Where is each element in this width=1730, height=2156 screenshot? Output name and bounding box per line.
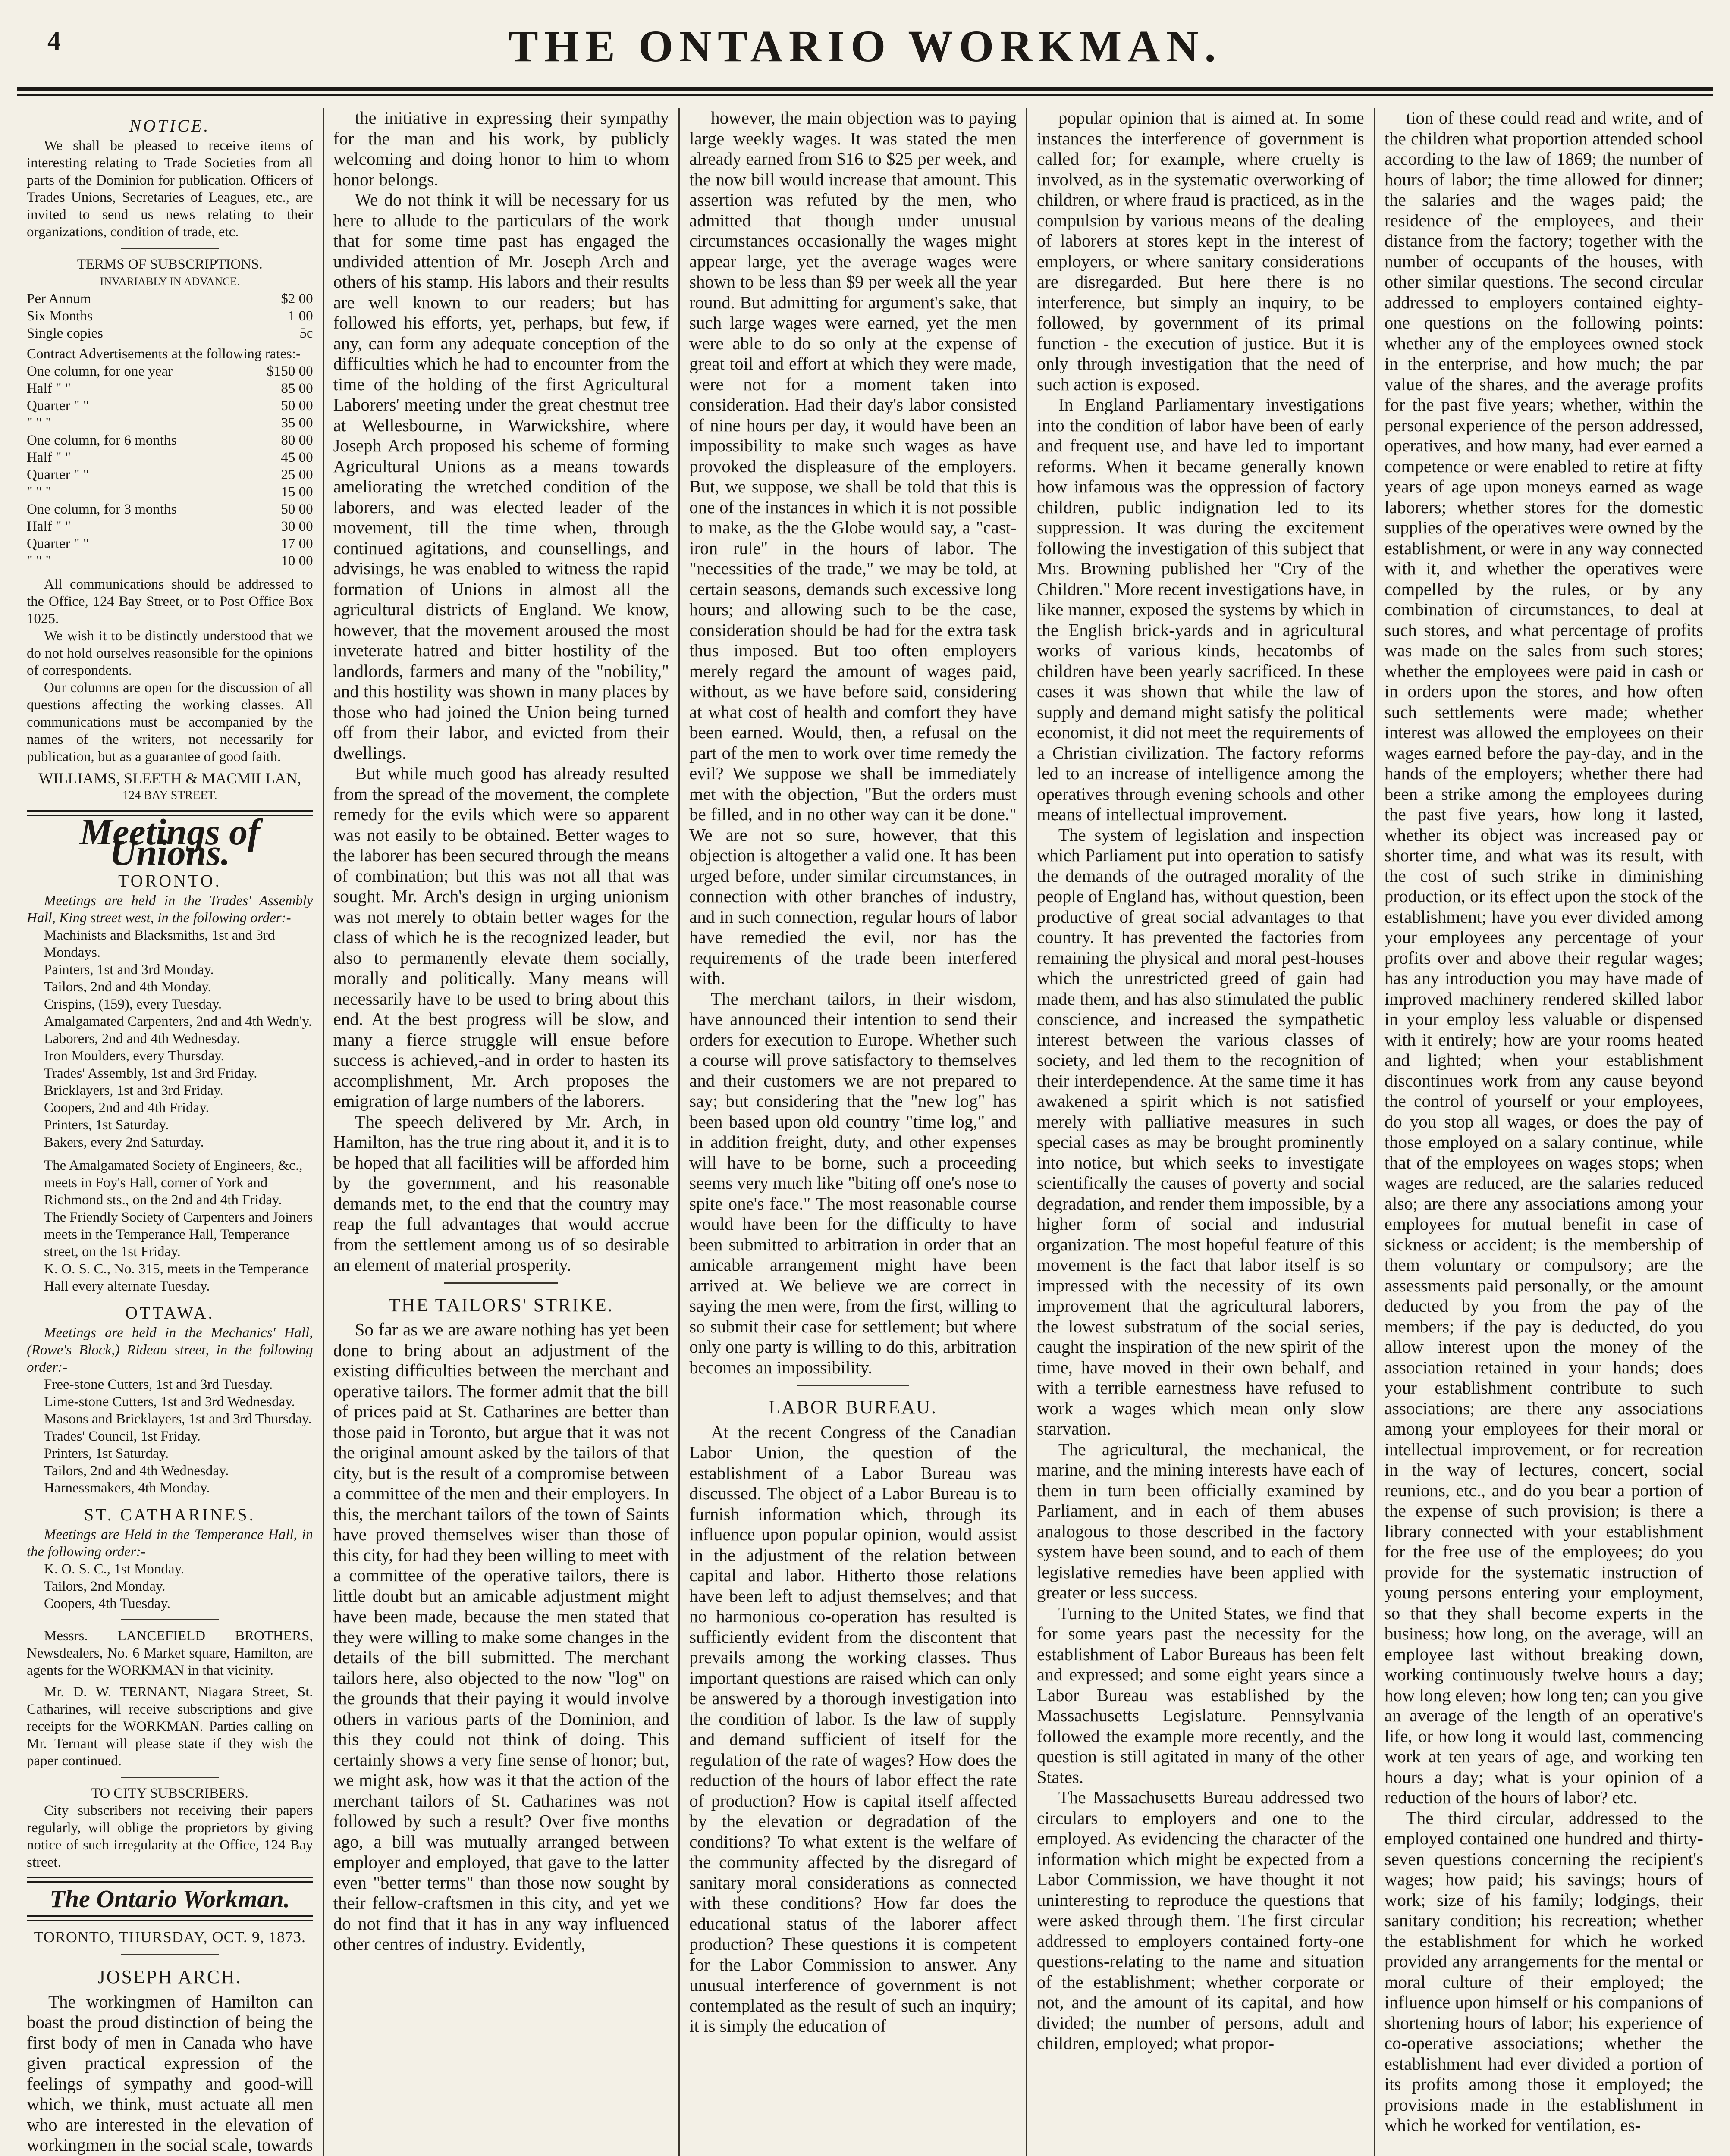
contract-rate (27, 535, 313, 552)
contract-rate-label: Half " " (27, 450, 71, 465)
toronto-meetings-list (27, 927, 313, 1151)
toronto-note: Meetings are held in the Trades' Assembly Hall, King street west, in the following order:- (27, 893, 313, 926)
article-paragraph: The system of legislation and inspection which Parliament put into operation to satisfy the demands of the outraged morality of the people of England has, without question, been productive of great social advantages to that country. It has prevented the factories from remaining the physical and moral pest-houses which the unrestricted greed of gain had made them, and has also stimulated the public conscience, and increased the sympathetic interest between the various classes of society, and led them to the recognition of their interdependence. At the same time it has awakened a spirit which is not satisfied merely with palliative measures in such special cases as may be brought prominently into notice, but which seeks to investigate scientifically the causes of poverty and social degradation, and render them impossible, by a higher form of social and industrial organization. The most hopeful feature of this movement is the fact that labor itself is so impressed with the necessity of its own improvement that the agricultural laborers, the lowest substratum of the social series, caught the inspiration of the new spirit of the time, have moved in their own behalf, and with a terrible earnestness have refused to work a wages which mean only slow starvation. (1036, 824, 1364, 1438)
contract-rate-label: " " " (27, 484, 51, 500)
article-paragraph: tion of these could read and write, and of the children what proportion attended school according to the law of 1869; the number of hours of labor; the time allowed for dinner; the salaries and the wages paid; the residence of the employees, and their distance from the factory; together with the number of occupants of the houses, with other similar questions. The second circular addressed to employers contained eighty-one questions on the following points: whether any of the employees owned stock in the enterprise, and how much; the par value of the shares, and the average profits for the past five years; whether, within the personal experience of the person addressed, operatives, and how many, had ever earned a competence or were enabled to retire at fifty years of age upon moneys earned as wage laborers; whether stores for the domestic supplies of the operatives were owned by the establishment, or were in any way connected with it, and whether the operatives were compelled by the rules, or by any combination of circumstances, to deal at such stores, and what percentage of profits was made on the sales from such stores; whether the employees were paid in cash or in orders upon the stores, and how often such settlements were made; whether interest was allowed the employees on their wages earned before the pay-day, and in the hands of the employers; whether there had been a strike among the employees during the past five years, how long it lasted, whether its object was increased pay or shorter time, and what was its result, with the cost of such strike in diminishing production, or its effect upon the stock of the establishment; have you ever divided among your employees any percentage of your profits over and above their regular wages; has any introduction you may have made of improved machinery rendered skilled labor in your employ less valuable or dispensed with it entirely; how are your rooms heated and lighted; when your establishment discontinues work from any cause beyond the control of yourself or your employees, do you stop all wages, or does the pay of those employed on a salary continue, while that of the employees on wages stops; when wages are reduced, are the salaries reduced also; are there any associations among your employees for mutual benefit in case of sickness or accident; is the membership of them voluntary or compulsory; are the assessments paid personally, or the amount deducted by you from the pay of the members; if the pay is deducted, do you allow interest upon the money of the association retained in your hands; does your establishment contribute to such associations; are there any associations among your employees for their moral or intellectual improvement, or for recreation in the way of lectures, concert, social reunions, etc., and do you bear a portion of the expense of such provision; is there a library connected with your establishment for the free use of the employees; do you provide for the systematic instruction of young persons entering your employment, so that they shall become experts in the business; how long, on the average, will an employee last without breaking down, working continuously twelve hours a day; how long eleven; how long ten; can you give an average of the length of an operative's life, or how long it would last, commencing work at ten years of age, and working ten hours a day; what is your opinion of a reduction of the hours of labor? etc. (1384, 108, 1703, 1807)
meeting-entry: The Friendly Society of Carpenters and Joiners meets in the Temperance Hall, Temperance street, on the 1st Friday. (44, 1210, 313, 1260)
meeting-entry: Amalgamated Carpenters, 2nd and 4th Wedn'y. (44, 1014, 312, 1029)
column-5 (1374, 108, 1713, 2156)
meetings-heading: Meetings of Unions. (79, 811, 260, 873)
tailors-strike-heading: THE TAILORS' STRIKE. (388, 1294, 614, 1316)
contract-rate-value: $150 00 (267, 364, 313, 379)
subscription-rate-value: 5c (299, 326, 313, 341)
columns-note: Our columns are open for the discussion of all questions affecting the working classes. All communications must be accompanied by the names of the writers, not necessarily for publication, but as a guarantee of good faith. (27, 680, 313, 765)
separator (121, 1619, 219, 1620)
contract-rate (27, 501, 313, 518)
masthead-rule-thin (17, 94, 1713, 96)
column-1 (17, 108, 323, 2156)
separator (121, 1954, 219, 1955)
column-2 (323, 108, 679, 2156)
meeting-entry: Harnessmakers, 4th Monday. (44, 1480, 210, 1496)
contract-rate-label: Half " " (27, 381, 71, 396)
contract-rate-value: 45 00 (281, 450, 313, 465)
meeting-entry: K. O. S. C., 1st Monday. (44, 1561, 185, 1577)
contract-rate-value: 50 00 (281, 501, 313, 517)
contract-rate (27, 432, 313, 449)
subscription-rate-value: 1 00 (288, 308, 313, 324)
subscription-rate-value: $2 00 (281, 291, 313, 307)
labor-bureau-concluded (1385, 108, 1703, 2136)
contract-rate-value: 30 00 (281, 519, 313, 534)
communications-note: All communications should be addressed to the Office, 124 Bay Street, or to Post Office Box 1025. (27, 577, 313, 627)
contract-rate-label: Quarter " " (27, 536, 89, 552)
notice-text: We shall be pleased to receive items of interesting relating to Trade Societies from all parts of the Dominion for publication. Officers of Trades Unions, Secretaries of Leagues, etc., are invited to send us news relating to their organizations, condition of trade, etc. (27, 138, 313, 240)
contract-rate (27, 380, 313, 397)
meeting-entry: Bakers, every 2nd Saturday. (44, 1134, 204, 1150)
page-number: 4 (47, 26, 61, 56)
contract-rate (27, 397, 313, 414)
meeting-entry: Free-stone Cutters, 1st and 3rd Tuesday. (44, 1377, 273, 1392)
contract-rates (27, 363, 313, 570)
meeting-entry: Coopers, 2nd and 4th Friday. (44, 1100, 209, 1116)
city-subscribers-heading: TO CITY SUBSCRIBERS. (91, 1786, 248, 1801)
toronto-heading: TORONTO. (118, 871, 222, 890)
contract-rate (27, 449, 313, 466)
joseph-arch-text: The workingmen of Hamilton can boast the proud distinction of being the first body of men in Canada who have given practical expression of the feelings of sympathy and good-will which, we think, must actuate all men who are interested in the elevation of workingmen in the social scale, towards (27, 1991, 313, 2155)
contract-rate-value: 25 00 (281, 467, 313, 483)
agent-notice-st-catharines: Mr. D. W. TERNANT, Niagara Street, St. Catharines, will receive subscriptions and give receipts for the WORKMAN. Parties calling on Mr. Ternant will please state if they wish the paper continued. (27, 1684, 313, 1769)
article-paragraph: The merchant tailors, in their wisdom, have announced their intention to send their orders for execution to Europe. Whether such a course will prove satisfactory to themselves and their customers we are not prepared to say; but considering that the "new log" has been based upon old country "time log," and in addition freight, duty, and other expenses will have to be borne, such a proceeding seems very much like "biting off one's nose to spite one's face." The most reasonable course would have been for the difficulty to have been submitted to arbitration in order that an amicable arrangement might have been arrived at. We believe we are correct in saying the men were, from the first, willing to so submit their case for settlement; but where only one party is willing to do this, arbitration becomes an impossibility. (689, 988, 1017, 1377)
meeting-entry: Tailors, 2nd Monday. (44, 1579, 166, 1594)
column-4 (1026, 108, 1374, 2156)
contract-rate-value: 10 00 (281, 553, 313, 569)
responsibility-note: We wish it to be distinctly understood that we do not hold ourselves reasonsible for the opinions of correspondents. (27, 628, 313, 678)
article-paragraph: But while much good has already resulted from the spread of the movement, the complete remedy for the evils which were so apparent was not easily to be obtained. Better wages to the laborer has been secured through the means of combination; but this was not all that was sought. Mr. Arch's design in urging unionism was not merely to obtain better wages for the class of which he is the recognized leader, but also to permanently elevate them socially, morally and politically. Many means will necessarily have to be used to bring about this end. At the best progress will be slow, and many a fierce struggle will ensue before success is achieved,-and in order to hasten its accomplishment, Mr. Arch proposes the emigration of large numbers of the laborers. (333, 763, 669, 1111)
article-paragraph: however, the main objection was to paying large weekly wages. It was stated the men already earned from $16 to $25 per week, and the now bill would increase that amount. This assertion was refuted by the men, who admitted that though under unusual circumstances occasionally the wages might appear large, yet the average wages were shown to be less than $9 per week all the year round. But admitting for argument's sake, that such large wages were earned, yet the men were able to do so only at the expense of great toil and effort at which they were made, were not for a moment taken into consideration. Had their day's labor consisted of nine hours per day, it would have been an impossibility to make such wages as have provoked the displeasure of the employers. But, we suppose, we shall be told that this is one of the instances in which it is not possible to make, as the the Globe would say, a "cast-iron rule" in the hours of labor. The "necessities of the trade," we may be told, at certain seasons, demands such excessive long hours; and allowing such to be the case, consideration should be had for the extra task thus imposed. But too often employers merely regard the amount of wages paid, without, as we have before said, considering at what cost of health and comfort they have been earned. Would, then, a refusal on the part of the men to work over time remedy the evil? We suppose we shall be immediately met with the objection, "But the orders must be filled, and in no other way can it be done." We are not so sure, however, that this objection is altogether a valid one. It has been urged before, under similar circumstances, in connection with other branches of industry, and in such connection, regular hours of labor have remedied the evil, nor has the requirements of the trade been interfered with. (689, 108, 1017, 988)
article-paragraph: popular opinion that is aimed at. In some instances the interference of government is called for; for example, where cruelty is involved, as in the systematic overworking of children, or where fraud is practiced, as in the compulsion by various means of the dealing of laborers at stores kept in the interest of employers, or where sanitary considerations are disregarded. But here there is no interference, but simply an inquiry, to be followed, by government of its primal function - the execution of justice. But it is only through investigation that the need of such action is exposed. (1036, 108, 1364, 394)
subscription-rate-label: Per Annum (27, 291, 91, 307)
contract-rate-label: Quarter " " (27, 467, 89, 483)
ottawa-note: Meetings are held in the Mechanics' Hall, (Rowe's Block,) Rideau street, in the following order:- (27, 1325, 313, 1375)
separator (797, 1385, 909, 1386)
meeting-entry: Crispins, (159), every Tuesday. (44, 997, 222, 1012)
contract-rate-label: One column, for 6 months (27, 432, 177, 448)
subscription-rate-label: Single copies (27, 326, 103, 341)
article-paragraph: In England Parliamentary investigations into the condition of labor have been of early and frequent use, and have led to important reforms. When it became generally known how infamous was the oppression of factory children, public indignation led to its suppression. It was during the excitement following the investigation of this subject that Mrs. Browning published her "Cry of the Children." More recent investigations have, in like manner, exposed the systems by which in the English brick-yards and in agricultural works of various kinds, hecatombs of children have been yearly sacrificed. In these cases it was shown that while the law of supply and demand might satisfy the political economist, it did not meet the requirements of a Christian civilization. The factory reforms led to an increase of intelligence among the operatives through evening schools and other means of intellectual improvement. (1036, 395, 1364, 824)
contract-rate-value: 35 00 (281, 415, 313, 431)
contract-rate-value: 80 00 (281, 432, 313, 448)
ottawa-heading: OTTAWA. (125, 1303, 215, 1322)
meeting-entry: Trades' Assembly, 1st and 3rd Friday. (44, 1065, 257, 1081)
terms-heading: TERMS OF SUBSCRIPTIONS. (77, 257, 263, 272)
publishers-name: WILLIAMS, SLEETH & MACMILLAN, (38, 770, 301, 787)
joseph-arch-heading: JOSEPH ARCH. (97, 1966, 242, 1987)
columns (17, 108, 1713, 2156)
contract-rate (27, 414, 313, 432)
article-paragraph: At the recent Congress of the Canadian Labor Union, the question of the establishment of a Labor Bureau was discussed. The object of a Labor Bureau is to furnish information which, through its influence upon popular opinion, would assist in the adjustment of the relation between capital and labor. Hitherto those relations have been left to adjust themselves; and that no harmonious co-operation has resulted is sufficiently evident from the discontent that prevails among the working classes. Thus important questions are raised which can only be answered by a thorough investigation into the condition of labor. Is the law of supply and demand sufficient of itself for the regulation of the rate of wages? How does the reduction of the hours of labor effect the rate of production? How is capital itself affected by the elevation or degradation of the conditions? To what extent is the welfare of the community affected by the disregard of sanitary moral considerations as connected with these conditions? How far does the educational status of the laborer affect production? These questions it is competent for the Labor Commission to answer. Any unusual interference of government is not contemplated as the result of such an inquiry; it is simply the education of (689, 1422, 1017, 2036)
labor-bureau-article (689, 1422, 1017, 2037)
meeting-entry: K. O. S. C., No. 315, meets in the Temperance Hall every alternate Tuesday. (44, 1261, 308, 1294)
contract-rate-value: 15 00 (281, 484, 313, 500)
contract-rate-label: Half " " (27, 519, 71, 534)
contract-rate-label: One column, for 3 months (27, 501, 177, 517)
st-catharines-note: Meetings are Held in the Temperance Hall, in the following order:- (27, 1527, 313, 1560)
article-paragraph: the initiative in expressing their sympathy for the man and his work, by publicly welcoming and doing honor to him to whom honor belongs. (333, 108, 669, 189)
contract-rate-label: One column, for one year (27, 364, 173, 379)
double-rule (27, 1915, 313, 1921)
contract-rate-value: 17 00 (281, 536, 313, 552)
meeting-entry: Lime-stone Cutters, 1st and 3rd Wednesday. (44, 1394, 295, 1410)
article-paragraph: The Massachusetts Bureau addressed two circulars to employers and one to the employed. As evidencing the character of the information which might be expected from a Labor Commission, we have thought it not uninteresting to reproduce the questions that were asked through them. The first circular addressed to employers contained forty-one questions-relating to the name and situation of the establishment; whether corporate or not, and the amount of its capital, and how divided; the number of persons, adult and children, employed; what propor- (1036, 1787, 1364, 2053)
contract-rate-value: 85 00 (281, 381, 313, 396)
article-paragraph: The agricultural, the mechanical, the marine, and the mining interests have each of them in turn been officially examined by Parliament, and in each of them abuses analogous to those described in the factory system have been sound, and to each of them legislative remedies have been applied with greater or less success. (1036, 1439, 1364, 1602)
tailors-strike-continued (689, 108, 1017, 1378)
meeting-entry: Printers, 1st Saturday. (44, 1117, 169, 1133)
meeting-entry: Machinists and Blacksmiths, 1st and 3rd Mondays. (44, 928, 275, 960)
ottawa-meetings-list (27, 1376, 313, 1497)
meeting-entry: Coopers, 4th Tuesday. (44, 1596, 171, 1611)
meeting-entry: Trades' Council, 1st Friday. (44, 1429, 201, 1444)
st-catharines-heading: ST. CATHARINES. (84, 1505, 256, 1524)
terms-subheading: INVARIABLY IN ADVANCE. (100, 275, 240, 288)
agents-notice: Messrs. LANCEFIELD BROTHERS, Newsdealers, No. 6 Market square, Hamilton, are agents for the WORKMAN in that vicinity. (27, 1628, 313, 1678)
masthead (17, 9, 1713, 108)
contract-rate-label: " " " (27, 415, 51, 431)
dateline: TORONTO, THURSDAY, OCT. 9, 1873. (34, 1928, 306, 1946)
meeting-entry: Tailors, 2nd and 4th Wednesday. (44, 1463, 229, 1479)
meeting-entry: The Amalgamated Society of Engineers, &c., meets in Foy's Hall, corner of York and Richmond sts., on the 2nd and 4th Friday. (44, 1158, 303, 1208)
newspaper-title: THE ONTARIO WORKMAN. (508, 22, 1222, 71)
meeting-entry: Painters, 1st and 3rd Monday. (44, 962, 214, 978)
st-catharines-meetings-list (27, 1561, 313, 1612)
contract-rate (27, 466, 313, 483)
publishers-address: 124 BAY STREET. (122, 789, 217, 802)
tailors-strike-article (333, 1319, 669, 1955)
contract-rate-value: 50 00 (281, 398, 313, 414)
separator (121, 1777, 219, 1778)
subscription-rates (27, 290, 313, 342)
contract-rate-label: " " " (27, 553, 51, 569)
separator (121, 248, 219, 249)
double-rule (27, 1877, 313, 1883)
contract-rate (27, 552, 313, 570)
article-paragraph: We do not think it will be necessary for us here to allude to the particulars of the work that for some time past has engaged the undivided attention of Mr. Joseph Arch and others of his stamp. His labors and their results are well known to our readers; but has followed his efforts, yet, perhaps, but few, if any, can form any adequate conception of the difficulties which he had to encounter from the time of the holding of the first Agricultural Laborers' meeting under the great chestnut tree at Wellesbourne, in Warwickshire, where Joseph Arch proposed his scheme of forming Agricultural Unions as a means towards ameliorating the wretched condition of the laborers, and was elected leader of the movement, till the time when, through continued agitations, and counsellings, and advisings, he was enabled to witness the rapid formation of Unions in almost all the agricultural districts of England. We know, however, that the movement aroused the most inveterate hatred and bitter hostility of the landlords, farmers and many of the "nobility," and this hostility was shown in many places by those who had joined the Union being turned off from their labor, and evicted from their dwellings. (333, 190, 669, 763)
meeting-entry: Tailors, 2nd and 4th Monday. (44, 979, 211, 995)
contract-rate (27, 518, 313, 535)
meeting-entry: Bricklayers, 1st and 3rd Friday. (44, 1083, 223, 1098)
meeting-entry: Printers, 1st Saturday. (44, 1446, 169, 1461)
subscription-rate-label: Six Months (27, 308, 93, 324)
contract-rate (27, 483, 313, 501)
joseph-arch-continued (333, 108, 669, 1275)
article-paragraph: Turning to the United States, we find that for some years past the necessity for the establishment of Labor Bureaus has been felt and expressed; and some eight years since a Labor Bureau was established by the Massachusetts Legislature. Pennsylvania followed the example more recently, and the question is still agitated in many of the other States. (1036, 1603, 1364, 1787)
subscription-rate (27, 290, 313, 307)
meeting-entry: Masons and Bricklayers, 1st and 3rd Thursday. (44, 1411, 312, 1427)
toronto-extra-list (27, 1157, 313, 1295)
subscription-rate (27, 325, 313, 342)
meeting-entry: Iron Moulders, every Thursday. (44, 1048, 224, 1064)
subscription-rate (27, 307, 313, 325)
column-3 (678, 108, 1026, 2156)
masthead-rule (17, 87, 1713, 91)
paper-title: The Ontario Workman. (50, 1885, 290, 1913)
contract-heading: Contract Advertisements at the following rates:- (27, 346, 301, 362)
article-paragraph: So far as we are aware nothing has yet been done to bring about an adjustment of the existing difficulties between the merchant and operative tailors. The former admit that the bill of prices paid at St. Catharines are better than those paid in Toronto, but argue that it was not the original amount asked by the tailors of that city, but is the result of a compromise between a committee of the men and their employers. In this, the merchant tailors of the town of Saints have proved themselves wiser than those of this city, for had they been willing to meet with a committee of the operative tailors, there is little doubt but an amicable adjustment might have been made, because the men stated that they were willing to make some changes in the details of the bill submitted. The merchant tailors here, also objected to the now "log" on the grounds that their paying it would involve others in various parts of the Dominion, and this they could not think of doing. This certainly shows a very fine sense of honor; but, we might ask, how was it that the action of the merchant tailors of St. Catharines was not followed by such a result? Over five months ago, a bill was mutually arranged between employer and employed, that gave to the latter even "better terms" than those now sought by their fellow-craftsmen in this city, and yet we do not find that it has in any way influenced other centres of industry. Evidently, (333, 1319, 669, 1954)
contract-rate (27, 363, 313, 380)
article-paragraph: The third circular, addressed to the employed contained one hundred and thirty-seven questions concerning the recipient's wages; how paid; his savings; hours of work; size of his family; lodgings, their sanitary condition; his recreation; whether the establishment for which he worked provided any arrangements for the mental or moral culture of their employed; the influence upon himself or his companions of shortening hours of labor; his experience of co-operative associations; whether the establishment had ever divided a portion of its profits among those it employed; the provisions made in the establishment in which he worked for ventilation, es- (1384, 1808, 1703, 2135)
notice-heading: NOTICE. (129, 116, 210, 135)
separator (444, 1282, 558, 1284)
article-paragraph: The speech delivered by Mr. Arch, in Hamilton, has the true ring about it, and it is to be hoped that all facilities will be afforded him by the government, and his reasonable demands met, to the end that the country may reap the full advantages that would accrue from the settlement among us of so desirable an element of material prosperity. (333, 1111, 669, 1275)
city-subscribers-text: City subscribers not receiving their papers regularly, will oblige the proprietors by giving notice of such irregularity at the Office, 124 Bay street. (27, 1803, 313, 1870)
labor-bureau-continued (1037, 108, 1364, 2054)
contract-rate-label: Quarter " " (27, 398, 89, 414)
labor-bureau-heading: LABOR BUREAU. (768, 1397, 938, 1418)
meeting-entry: Laborers, 2nd and 4th Wednesday. (44, 1031, 240, 1047)
